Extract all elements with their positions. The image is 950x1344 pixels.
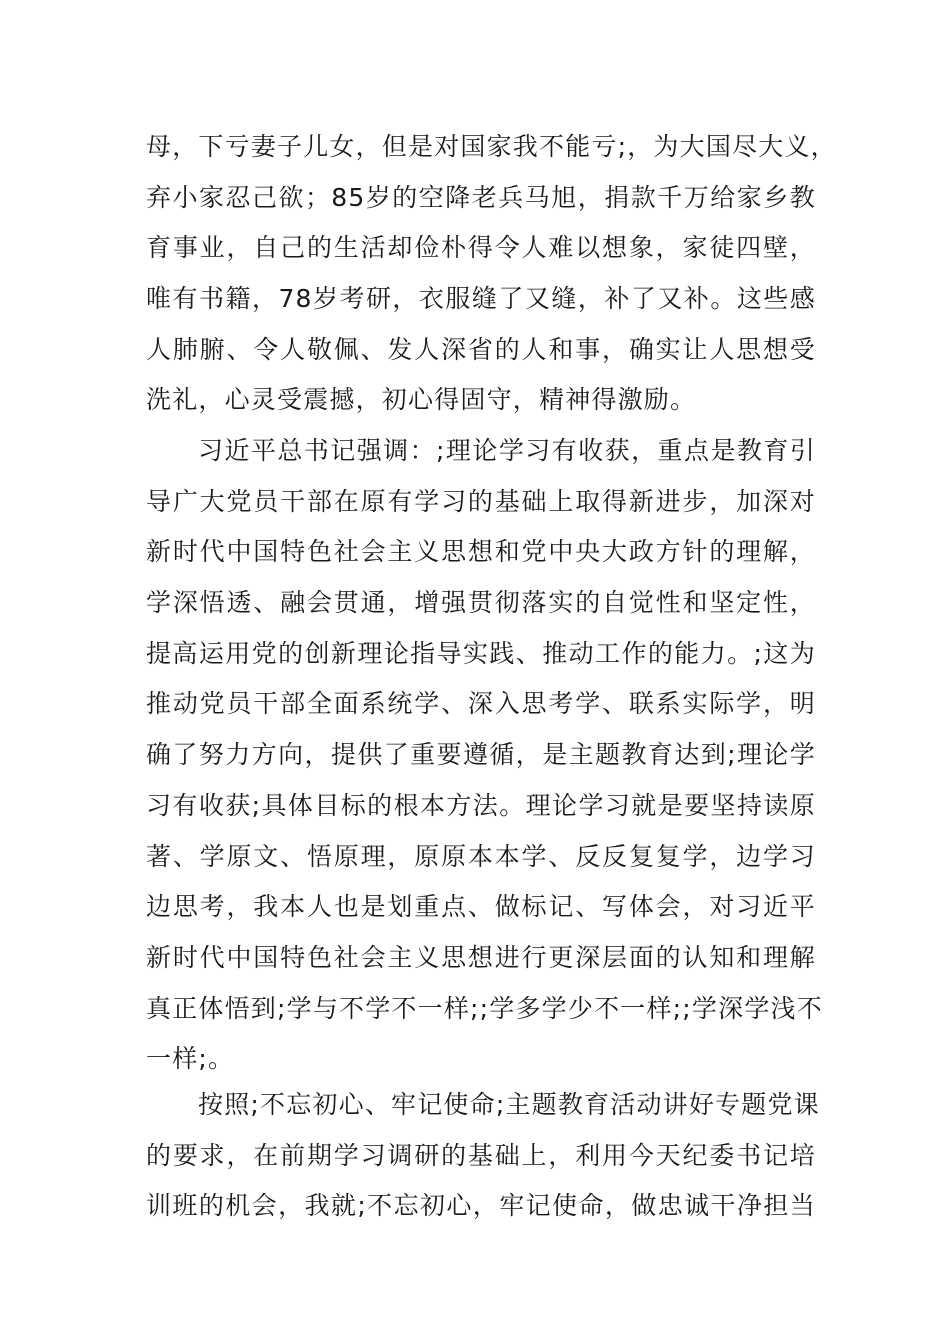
- paragraph-3: [146, 1080, 820, 1232]
- text-line: 提高运用党的创新理论指导实践、推动工作的能力。;这为: [146, 638, 816, 668]
- text-line: 一样;。: [146, 1044, 235, 1074]
- text-line: 导广大党员干部在原有学习的基础上取得新进步，加深对: [146, 486, 816, 516]
- text-line: 习有收获;具体目标的根本方法。理论学习就是要坚持读原: [146, 790, 816, 820]
- text-line: 按照;不忘初心、牢记使命;主题教育活动讲好专题党课: [198, 1090, 820, 1119]
- text-line: 著、学原文、悟原理，原原本本学、反反复复学，边学习: [146, 841, 816, 871]
- text-line: 新时代中国特色社会主义思想进行更深层面的认知和理解: [146, 942, 816, 972]
- text-line: 训班的机会，我就;不忘初心，牢记使命，做忠诚干净担当: [146, 1191, 816, 1221]
- text-line: 习近平总书记强调：;理论学习有收获，重点是教育引: [198, 436, 816, 465]
- text-line: 洗礼，心灵受震撼，初心得固守，精神得激励。: [146, 385, 697, 415]
- text-line: 的要求，在前期学习调研的基础上，利用今天纪委书记培: [146, 1140, 816, 1170]
- text-line: 弃小家忍己欲；85岁的空降老兵马旭，捐款千万给家乡教: [146, 182, 816, 212]
- text-line: 真正体悟到;学与不学不一样;;学多学少不一样;;学深学浅不: [146, 993, 823, 1023]
- paragraph-2: [146, 426, 823, 1085]
- text-line: 母，下亏妻子儿女，但是对国家我不能亏;，为大国尽大义，: [146, 132, 837, 161]
- text-line: 唯有书籍，78岁考研，衣服缝了又缝，补了又补。这些感: [146, 284, 816, 314]
- text-line: 确了努力方向，提供了重要遵循，是主题教育达到;理论学: [146, 740, 816, 770]
- text-line: 育事业，自己的生活却俭朴得令人难以想象，家徒四壁，: [146, 233, 816, 263]
- text-line: 推动党员干部全面系统学、深入思考学、联系实际学，明: [146, 689, 816, 719]
- text-line: 学深悟透、融会贯通，增强贯彻落实的自觉性和坚定性，: [146, 588, 816, 618]
- text-line: 人肺腑、令人敬佩、发人深省的人和事，确实让人思想受: [146, 334, 816, 364]
- paragraph-1: [146, 122, 837, 426]
- text-line: 新时代中国特色社会主义思想和党中央大政方针的理解，: [146, 537, 816, 567]
- text-line: 边思考，我本人也是划重点、做标记、写体会，对习近平: [146, 892, 816, 922]
